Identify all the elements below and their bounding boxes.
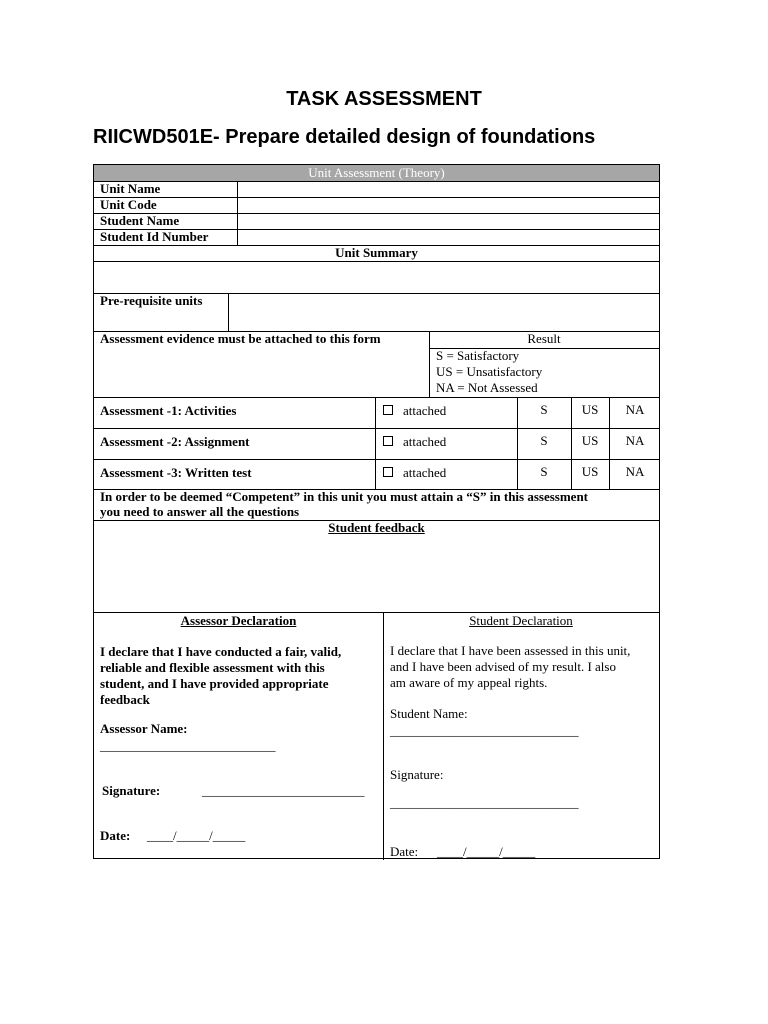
assessor-signature-label: Signature: <box>102 783 161 798</box>
student-name-blank[interactable]: _____________________________ <box>390 723 579 738</box>
legend-unsatisfactory: US = Unsatisfactory <box>436 364 543 379</box>
assessment-2-result-us[interactable]: US <box>581 433 599 448</box>
legend-not-assessed: NA = Not Assessed <box>436 380 538 395</box>
prerequisite-label: Pre-requisite units <box>100 293 203 308</box>
competent-note-line1: In order to be deemed “Competent” in this unit you must attain a “S” in this assessment <box>100 489 589 504</box>
checkbox-icon[interactable] <box>383 436 393 446</box>
assessment-3-result-us[interactable]: US <box>581 464 599 479</box>
student-statement-line: am aware of my appeal rights. <box>390 675 548 690</box>
assessor-date-label: Date: <box>100 828 131 843</box>
checkbox-icon[interactable] <box>383 405 393 415</box>
assessor-statement-line: I declare that I have conducted a fair, valid, <box>100 644 342 659</box>
student-statement-line: I declare that I have been assessed in this unit, <box>390 643 631 658</box>
assessment-1-label: Assessment -1: Activities <box>100 403 237 418</box>
assessor-statement-line: student, and I have provided appropriate <box>100 676 329 691</box>
unit-summary-heading: Unit Summary <box>335 245 418 260</box>
competent-note-line2: you need to answer all the questions <box>100 504 300 519</box>
rule <box>94 261 659 262</box>
rule <box>237 181 238 245</box>
rule <box>375 397 376 489</box>
rule <box>94 197 659 198</box>
rule <box>94 459 659 460</box>
assessment-1-result-na[interactable]: NA <box>625 402 645 417</box>
student-signature-label: Signature: <box>390 767 444 782</box>
assessment-1-attached[interactable]: attached <box>383 403 446 419</box>
checkbox-icon[interactable] <box>383 467 393 477</box>
document-subtitle: RIICWD501E- Prepare detailed design of foundations <box>93 126 596 148</box>
rule <box>228 293 229 331</box>
assessor-name-blank[interactable]: ___________________________ <box>100 738 276 753</box>
result-heading: Result <box>527 331 561 346</box>
student-signature-blank[interactable]: _____________________________ <box>390 795 579 810</box>
assessment-1-result-us[interactable]: US <box>581 402 599 417</box>
assessment-1-result-s[interactable]: S <box>540 402 548 417</box>
assessor-statement-line: feedback <box>100 692 150 707</box>
assessment-2-attached[interactable]: attached <box>383 434 446 450</box>
student-id-label: Student Id Number <box>100 229 209 244</box>
assessment-3-result-s[interactable]: S <box>540 464 548 479</box>
assessor-name-label: Assessor Name: <box>100 721 188 736</box>
assessment-2-result-na[interactable]: NA <box>625 433 645 448</box>
assessment-3-result-na[interactable]: NA <box>625 464 645 479</box>
assessment-2-result-s[interactable]: S <box>540 433 548 448</box>
assessor-declaration-heading: Assessor Declaration <box>180 613 297 628</box>
assessment-3-attached[interactable]: attached <box>383 465 446 481</box>
student-date-blank[interactable]: ____/_____/_____ <box>437 844 536 859</box>
rule <box>94 181 659 182</box>
rule <box>94 397 659 398</box>
student-date-label: Date: <box>390 844 419 859</box>
unit-code-label: Unit Code <box>100 197 157 212</box>
student-name-label: Student Name <box>100 213 180 228</box>
student-feedback-heading: Student feedback <box>328 520 425 535</box>
assessment-2-label: Assessment -2: Assignment <box>100 434 250 449</box>
assessor-date-blank[interactable]: ____/_____/_____ <box>147 828 246 843</box>
legend-satisfactory: S = Satisfactory <box>436 348 520 363</box>
student-declaration-heading: Student Declaration <box>469 613 573 628</box>
document-title: TASK ASSESSMENT <box>286 88 482 110</box>
form-header-title: Unit Assessment (Theory) <box>308 165 445 180</box>
student-statement-line: and I have been advised of my result. I also <box>390 659 616 674</box>
unit-name-label: Unit Name <box>100 181 161 196</box>
student-name-label: Student Name: <box>390 706 468 721</box>
assessment-form <box>93 164 660 859</box>
evidence-note: Assessment evidence must be attached to this form <box>100 331 381 346</box>
assessor-statement-line: reliable and flexible assessment with this <box>100 660 325 675</box>
assessment-3-label: Assessment -3: Written test <box>100 465 252 480</box>
assessor-signature-blank[interactable]: _________________________ <box>202 783 365 798</box>
rule <box>94 428 659 429</box>
rule <box>383 612 384 860</box>
